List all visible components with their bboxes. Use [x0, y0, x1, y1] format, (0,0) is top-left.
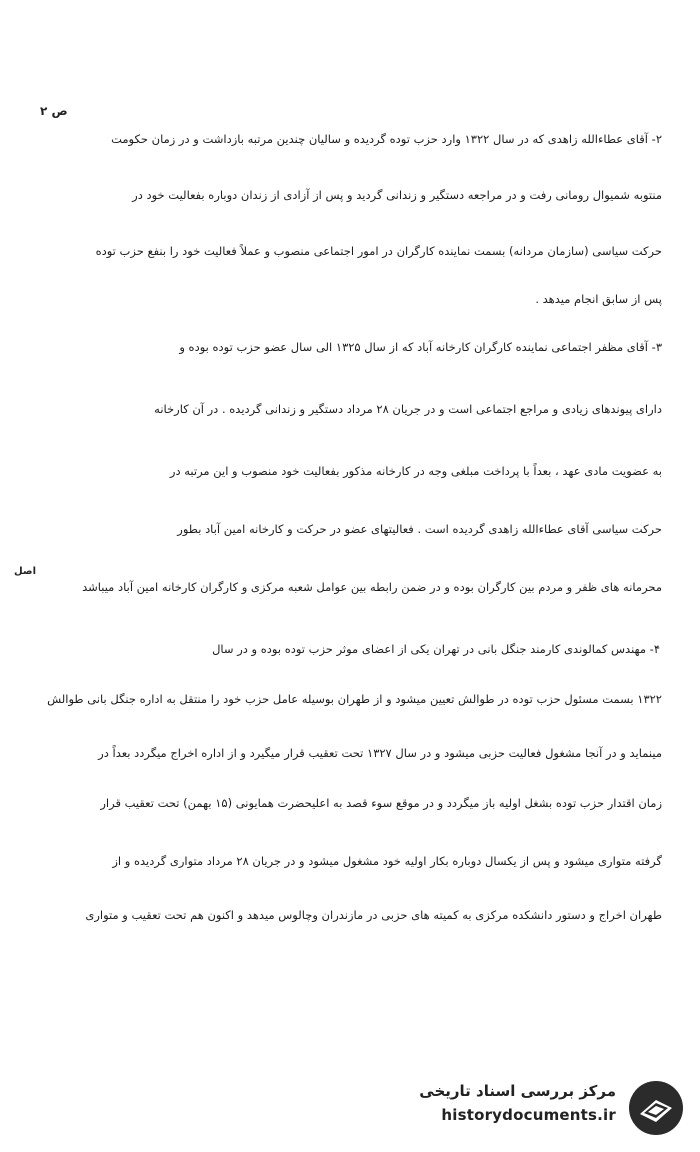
- text-line-2: منتوبه شمیوال رومانی رفت و در مراجعه دستگیر و زندانی گردید و پس از آزادی از زندان دوباره بفعالیت خود در: [132, 188, 662, 202]
- text-line-5: ۳- آقای مظفر اجتماعی نماینده کارگران کارخانه آباد که از سال ۱۳۲۵ الی سال عضو حزب توده بوده و: [179, 340, 662, 354]
- watermark: [406, 1078, 686, 1138]
- text-line-1: ۲- آقای عطاءالله زاهدی که در سال ۱۳۲۲ وارد حزب توده گردیده و سالیان چندین مرتبه بازداشت و در زمان حکومت: [111, 132, 662, 146]
- text-line-12: مینماید و در آنجا مشغول فعالیت حزبی میشود و در سال ۱۳۲۷ تحت تعقیب قرار میگیرد و از اداره اخراج میگردد بعداً در: [98, 746, 662, 760]
- text-line-15: طهران اخراج و دستور دانشکده مرکزی به کمیته های حزبی در مازندران وچالوس میدهد و اکنون هم تحت تعقیب و متواری: [85, 908, 662, 922]
- historydocuments-logo-icon: [626, 1078, 686, 1138]
- text-line-3: حرکت سیاسی (سازمان مردانه) بسمت نماینده کارگران در امور اجتماعی منصوب و عملاً فعالیت خود را بنفع حزب توده: [95, 244, 662, 258]
- text-line-10: ۴- مهندس کمالوندی کارمند جنگل بانی در تهران یکی از اعضای موثر حزب توده بوده و در سال: [212, 642, 660, 656]
- text-line-13: زمان اقتدار حزب توده بشغل اولیه باز میگردد و در موقع سوء قصد به اعلیحضرت همایونی (۱۵ بهمن) تحت تعقیب قرار: [100, 796, 662, 810]
- text-line-7: به عضویت مادی عهد ، بعداً با پرداخت مبلغی وجه در کارخانه مذکور بفعالیت خود منصوب و این مرتبه در: [169, 464, 662, 478]
- text-line-9: محرمانه های ظفر و مردم بین کارگران بوده و در ضمن رابطه بین عوامل شعبه مرکزی و کارگران کارخانه امین آباد میباشد: [82, 580, 662, 594]
- text-line-8: حرکت سیاسی آقای عطاءالله زاهدی گردیده است . فعالیتهای عضو در حرکت و کارخانه امین آباد بطور: [177, 522, 662, 536]
- margin-note: اصل: [14, 566, 37, 577]
- watermark-title: مرکز بررسی اسناد تاریخی: [419, 1082, 616, 1100]
- text-line-4: پس از سابق انجام میدهد .: [535, 292, 662, 306]
- text-line-11: ۱۳۲۲ بسمت مسئول حزب توده در طوالش تعیین میشود و از طهران بوسیله عامل حزب خود را منتقل به اداره جنگل بانی طوالش: [47, 692, 662, 706]
- page-mark: ص ۲: [40, 104, 68, 118]
- text-line-6: دارای پیوندهای زیادی و مراجع اجتماعی است و در جریان ۲۸ مرداد دستگیر و زندانی گردیده . در آن کارخانه: [154, 402, 662, 416]
- watermark-url: historydocuments.ir: [441, 1106, 616, 1124]
- text-line-14: گرفته متواری میشود و پس از یکسال دوباره بکار اولیه خود مشغول میشود و در جریان ۲۸ مرداد متواری گردیده و از: [112, 854, 662, 868]
